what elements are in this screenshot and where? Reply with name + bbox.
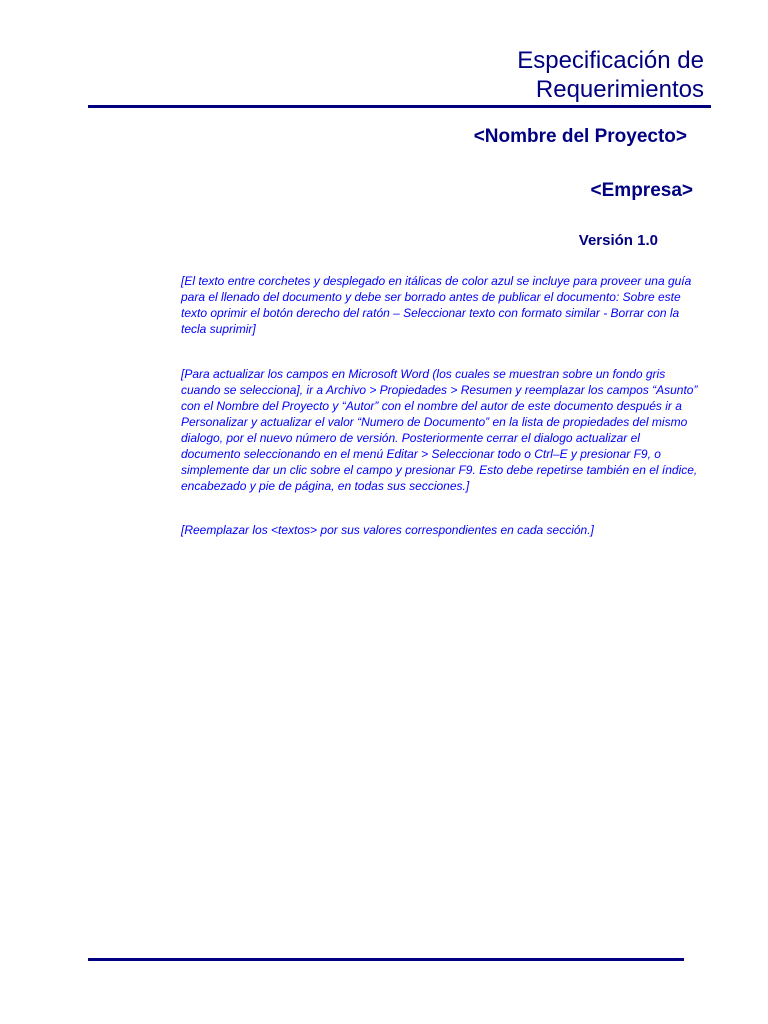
title-line-1: Especificación de [517,47,704,74]
document-title [517,46,704,104]
project-name: <Nombre del Proyecto> [473,126,687,147]
footer-rule [88,958,684,961]
version-label: Versión 1.0 [578,232,658,249]
header-rule [88,105,711,108]
guidance-paragraph-2: [Para actualizar los campos en Microsoft Word (los cuales se muestran sobre un fondo gris cuando se selecciona], ir a Archivo > Propiedades > Resumen y reemplazar los campos “Asunto” con el Nombre del Proyecto y “Autor” con el nombre del autor de este documento después ir a Personalizar y actualizar el valor “Numero de Documento” en la lista de propiedades del mismo dialogo, por el nuevo número de versión. Posteriormente cerrar el dialogo actualizar el documento seleccionando en el menú Editar > Seleccionar todo o Ctrl–E y presionar F9, o simplemente dar un clic sobre el campo y presionar F9. Esto debe repetirse también en el índice, encabezado y pie de página, en todas sus secciones.] [181,367,698,493]
title-line-2: Requerimientos [535,76,704,103]
company-name: <Empresa> [590,180,693,201]
guidance-paragraph-1: [El texto entre corchetes y desplegado en itálicas de color azul se incluye para proveer una guía para el llenado del documento y debe ser borrado antes de publicar el documento: Sobre este texto oprimir el botón derecho del ratón – Seleccionar texto con formato similar - Borrar con la tecla suprimir] [181,274,692,336]
guidance-paragraph-3: [Reemplazar los <textos> por sus valores correspondientes en cada sección.] [181,523,594,537]
